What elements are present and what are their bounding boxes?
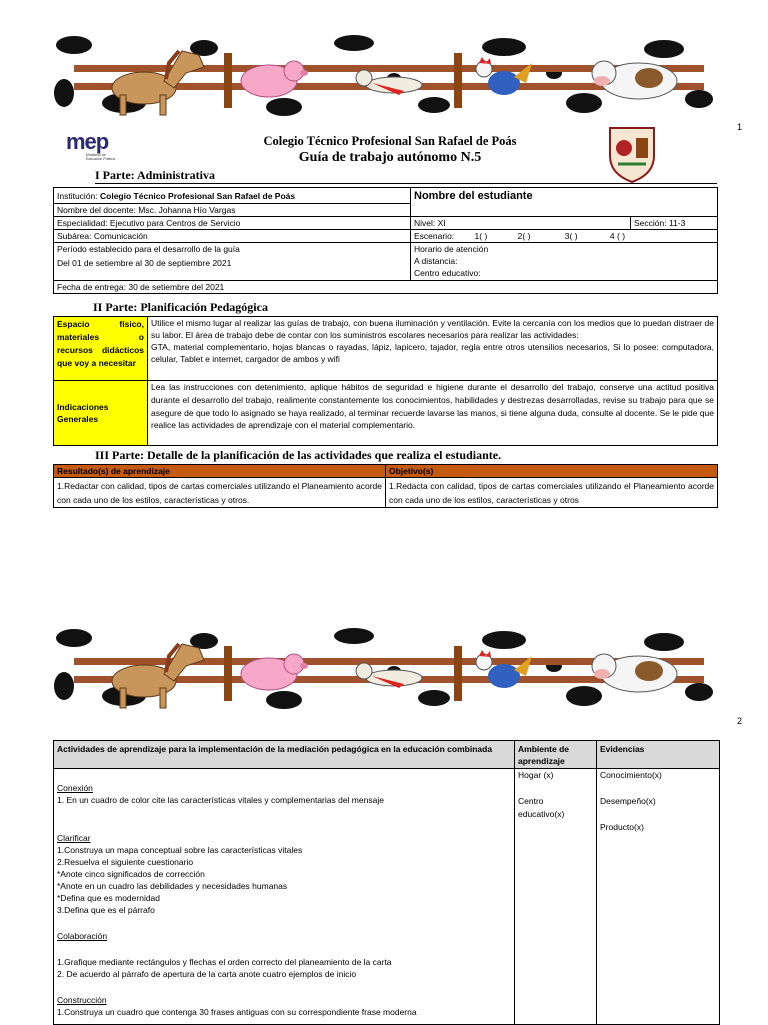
especialidad-cell: Especialidad: Ejecutivo para Centros de Servicio [54,217,411,230]
mep-logo-subtext: Ministerio de Educación Pública [86,153,115,161]
guide-title: Guía de trabajo autónomo N.5 [298,150,482,165]
mep-logo-text: mep [66,129,109,154]
periodo-line2: Del 01 de setiembre al 30 de septiembre 2021 [57,258,232,268]
espacio-label-cell: Espacio físico, materiales o recursos didácticos que voy a necesitar [54,317,148,381]
escenario-option-1[interactable]: 1( ) [474,231,488,241]
indicaciones-label: Indicaciones Generales [57,402,109,424]
conexion-item: 1. En un cuadro de color cite las características vitales y complementarias del mensaje [57,795,384,805]
colaboracion-item: 2. De acuerdo al párrafo de apertura de la carta anote cuatro ejemplos de inicio [57,969,357,979]
detail-table [53,464,718,508]
mep-logo [66,131,121,163]
horario-label: Horario de atención [414,244,489,254]
escenario-option-4[interactable]: 4 ( ) [609,231,626,241]
subarea-cell: Subárea: Comunicación [54,230,411,243]
colaboracion-item: 1.Grafique mediante rectángulos y flechas el orden correcto del planeamiento de la carta [57,957,392,967]
evidencia-conocimiento: Conocimiento(x) [600,770,662,780]
nivel-cell: Nivel: XI [411,217,631,230]
institucion-cell [54,188,411,204]
nombre-estudiante-cell[interactable] [411,188,718,217]
espacio-text-cell [148,317,718,381]
ambiente-body [515,769,597,1025]
escenario-cell [411,230,718,243]
school-crest-icon [606,122,658,184]
escenario-label: Escenario: [414,231,455,241]
horario-cell [411,243,718,281]
planning-table [53,316,718,446]
evidencia-producto: Producto(x) [600,822,644,832]
indicaciones-label-cell [54,381,148,446]
periodo-line1: Período establecido para el desarrollo de la guía [57,244,240,254]
resultado-header: Resultado(s) de aprendizaje [54,465,386,478]
colaboracion-title: Colaboración [57,931,108,941]
farm-banner-image [54,33,714,118]
conexion-title: Conexión [57,783,93,793]
school-title: Colegio Técnico Profesional San Rafael de Poás [263,134,517,148]
ambiente-centro: Centro educativo(x) [518,796,565,819]
construccion-item: 1.Construya un cuadro que contenga 30 frases antiguas con su correspondiente frase moderna [57,1007,417,1017]
nombre-estudiante-label: Nombre del estudiante [414,190,533,202]
evidencia-desempeno: Desempeño(x) [600,796,656,806]
activities-body [54,769,515,1025]
farm-animals-banner [54,33,714,118]
escenario-option-3[interactable]: 3( ) [564,231,578,241]
clarificar-item: *Anote en un cuadro las debilidades y necesidades humanas [57,881,288,891]
clarificar-item: 3.Defina que es el párrafo [57,905,155,915]
page-number: 1 [737,122,743,132]
part3-title: III Parte: Detalle de la planificación de las actividades que realiza el estudiante. [95,448,502,462]
clarificar-item: *Defina que es modernidad [57,893,161,903]
ambiente-hogar: Hogar (x) [518,770,554,780]
resultado-text: 1.Redactar con calidad, tipos de cartas comerciales utilizando el Planeamiento acorde con cada uno de los estilos, características y otros. [54,478,386,508]
farm-animals-banner-2 [54,626,714,711]
institucion-value: Colegio Técnico Profesional San Rafael de Poás [100,191,296,201]
periodo-cell [54,243,411,281]
escenario-option-2[interactable]: 2( ) [517,231,531,241]
admin-table [53,187,718,294]
part2-title: II Parte: Planificación Pedagógica [93,300,268,314]
page-2 [0,520,768,1024]
seccion-cell: Sección: 11-3 [631,217,718,230]
docente-cell: Nombre del docente: Msc. Johanna Hío Vargas [54,204,411,217]
espacio-text: Utilice el mismo lugar al realizar las guías de trabajo, con buena iluminación y ventilación. Evite la cercanía con los medios que lo puedan distraer de su labor. El área de trabajo debe de contar con los suministros escolares necesarios para realizar las actividades: [151,318,714,340]
actividades-header: Actividades de aprendizaje para la implementación de la mediación pedagógica en la educación combinada [54,741,515,769]
page-number-2: 2 [737,716,743,726]
part1-title-rule [95,183,717,184]
clarificar-title: Clarificar [57,833,91,843]
objetivo-header: Objetivo(s) [386,465,718,478]
institucion-label: Institución: [57,191,98,201]
ambiente-header: Ambiente de aprendizaje [515,741,597,769]
construccion-title: Construcción [57,995,107,1005]
fecha-entrega-cell: Fecha de entrega: 30 de setiembre del 2021 [54,281,718,294]
part1-title: I Parte: Administrativa [95,168,215,182]
evidencias-header: Evidencias [597,741,720,769]
clarificar-item: 2.Resuelva el siguiente cuestionario [57,857,194,867]
clarificar-item: 1.Construya un mapa conceptual sobre las características vitales [57,845,303,855]
farm-banner-image-2 [54,626,714,711]
activities-table [53,740,720,1025]
evidencias-body [597,769,720,1025]
objetivo-text: 1.Redacta con calidad, tipos de cartas comerciales utilizando el Planeamiento acorde con cada uno de los estilos, características y otros [386,478,718,508]
centro-label: Centro educativo: [414,268,481,278]
clarificar-item: *Anote cinco significados de corrección [57,869,205,879]
espacio-text2: GTA, material complementario, hojas blancas o rayadas, lápiz, lapicero, tajador, regla entre otros utensilios necesarios, Si lo posee: computadora, celular, Tablet e internet, cargador de ambos y wifi [151,342,714,364]
indicaciones-text-cell: Lea las instrucciones con detenimiento, aplique hábitos de seguridad e higiene durante el desarrollo del trabajo, conserve una actitud positiva durante el desarrollo del trabajo, realimente constantemente los conocimientos, habilidades y destrezas desarrolladas, revise su trabajo para que se asegure de que todo lo asignado se haya realizado, al terminar recuerde lavarse las manos, si tiene alguna duda, consulte al docente. Se le pide que realice las actividades de aprendizaje con el material complementario. [148,381,718,446]
distancia-label: A distancia: [414,256,458,266]
